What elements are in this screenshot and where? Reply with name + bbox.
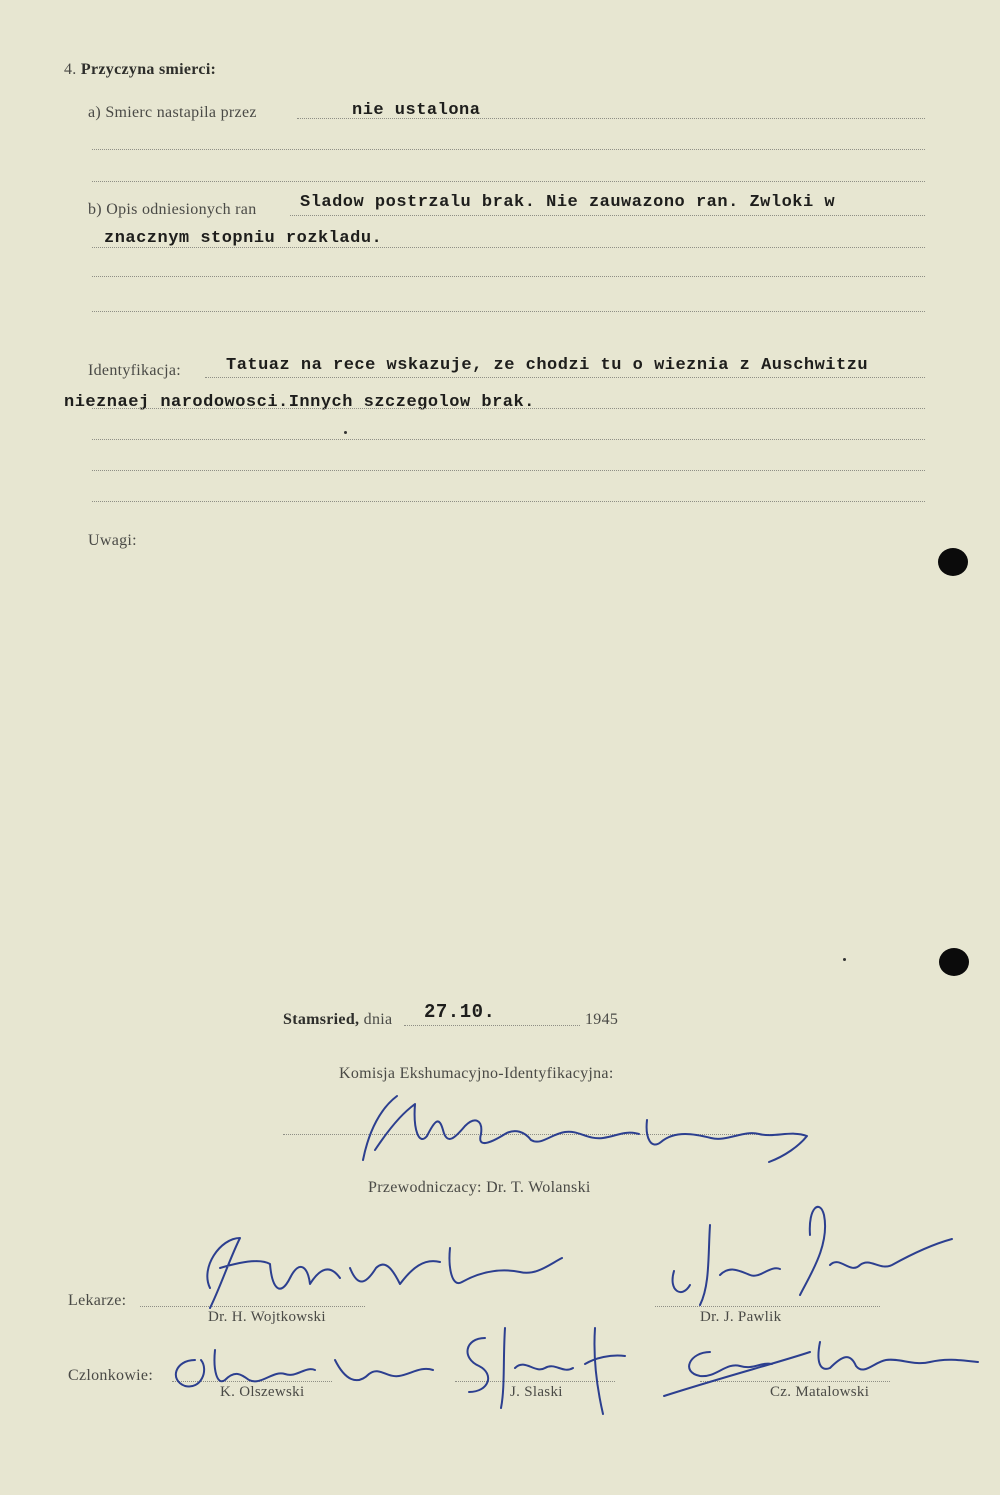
doctor1-name: Dr. H. Wojtkowski bbox=[208, 1309, 326, 1325]
date-line bbox=[283, 1011, 392, 1029]
dotted-line bbox=[92, 181, 925, 182]
ink-speck bbox=[344, 431, 347, 434]
punch-hole bbox=[938, 548, 968, 576]
commission-label: Komisja Ekshumacyjno-Identyfikacyjna: bbox=[339, 1065, 614, 1082]
wounds-description-label: b) Opis odniesionych ran bbox=[88, 201, 257, 218]
wounds-description-line2: znacznym stopniu rozkladu. bbox=[104, 229, 383, 248]
date-value: 27.10. bbox=[424, 1001, 496, 1023]
remarks-label: Uwagi: bbox=[88, 532, 137, 549]
dotted-line bbox=[92, 439, 925, 440]
member1-name: K. Olszewski bbox=[220, 1384, 305, 1400]
dotted-line bbox=[92, 470, 925, 471]
member1-signature bbox=[165, 1330, 445, 1410]
place-name: Stamsried, bbox=[283, 1011, 360, 1028]
dotted-line bbox=[92, 276, 925, 277]
member3-name: Cz. Matalowski bbox=[770, 1384, 870, 1400]
chairman-name: Przewodniczacy: Dr. T. Wolanski bbox=[368, 1179, 591, 1196]
cause-of-death-value: nie ustalona bbox=[352, 101, 481, 120]
wounds-description-line1: Sladow postrzalu brak. Nie zauwazono ran. Zwloki w bbox=[300, 193, 836, 212]
identification-line2: nieznaej narodowosci.Innych szczegolow brak. bbox=[64, 393, 535, 412]
section-heading bbox=[64, 61, 216, 79]
section-number: 4. bbox=[64, 61, 77, 78]
section-title: Przyczyna smierci: bbox=[80, 61, 217, 78]
dotted-line bbox=[290, 215, 925, 216]
dotted-line bbox=[92, 311, 925, 312]
member2-name: J. Slaski bbox=[510, 1384, 563, 1400]
dotted-line bbox=[404, 1025, 580, 1026]
ink-speck bbox=[843, 958, 846, 961]
cause-of-death-label: a) Smierc nastapila przez bbox=[88, 104, 257, 121]
year: 1945 bbox=[585, 1011, 619, 1028]
date-word: dnia bbox=[363, 1011, 393, 1028]
doctors-label: Lekarze: bbox=[68, 1292, 127, 1309]
dotted-line bbox=[205, 377, 925, 378]
dotted-line bbox=[92, 149, 925, 150]
dotted-line bbox=[92, 247, 925, 248]
member2-signature bbox=[455, 1318, 635, 1418]
dotted-line bbox=[92, 501, 925, 502]
punch-hole bbox=[939, 948, 969, 976]
identification-line1: Tatuaz na rece wskazuje, ze chodzi tu o wieznia z Auschwitzu bbox=[226, 356, 869, 375]
chairman-signature bbox=[355, 1090, 825, 1170]
doctor2-signature bbox=[660, 1195, 960, 1315]
members-label: Czlonkowie: bbox=[68, 1367, 154, 1384]
identification-label: Identyfikacja: bbox=[88, 362, 182, 379]
dotted-line bbox=[92, 408, 925, 409]
doctor2-name: Dr. J. Pawlik bbox=[700, 1309, 782, 1325]
